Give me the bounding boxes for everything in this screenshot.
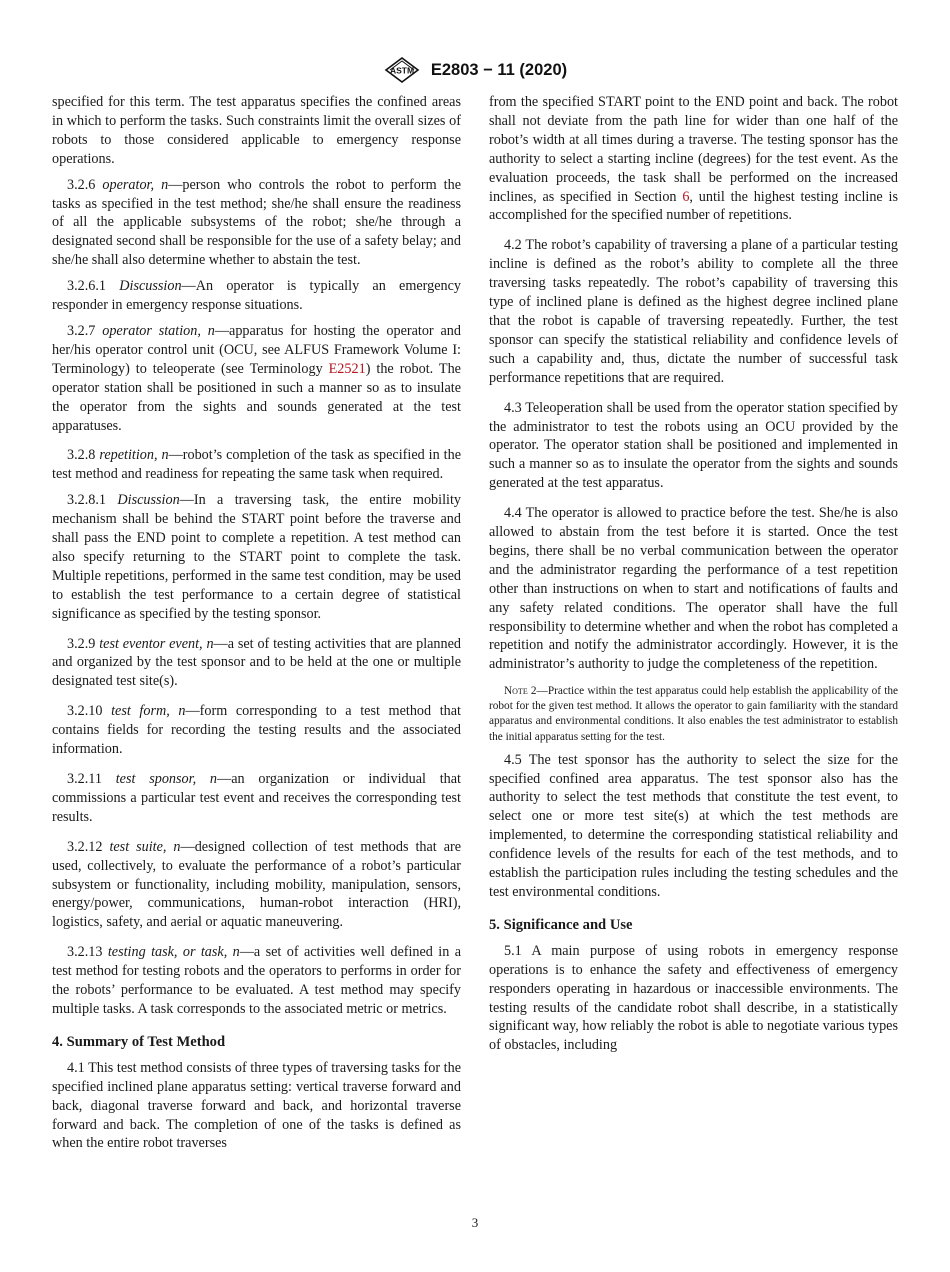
defined-term: operator, n [102, 176, 169, 193]
left-column [52, 93, 461, 1160]
paragraph: 4.4 The operator is allowed to practice before the test. She/he is also allowed to abstain from the test before it is started. Once the test begins, there shall be no verbal communication between the operator and the administrator regarding the performance of a test repetition other than instructions on when to start and notifications of faults and any safety related conditions. The operator shall have the full responsibility to determine whether and when the robot has completed a repetition and notify the administrator accordingly. However, it is the administrator’s authority to judge the completeness of the repetition. [489, 505, 898, 673]
standard-designation: E2803 − 11 (2020) [430, 60, 568, 79]
paragraph [489, 93, 898, 225]
paragraph: 4.3 Teleoperation shall be used from the operator station specified by the administrator to test the robots using an OCU provided by the operator. The operator station shall be positioned and implemented in such a manner so as to insulate the operator from the sights and sounds generated at the test apparatus. [489, 399, 898, 492]
svg-text:ASTM: ASTM [389, 65, 414, 76]
paragraph-text: , until the highest testing incline is accomplished for the specified number of repetitions. [489, 188, 898, 224]
defined-term: repetition, n [99, 447, 169, 464]
section-number: 3.2.7 [67, 322, 96, 339]
definition-text: —robot’s completion of the task as specified in the test method and readiness for repeating the same task when required. [52, 447, 462, 483]
definition-text: ) the robot. The operator station shall be positioned in such a manner so as to insulate the operator from the sights and sounds generated at the test apparatuses. [52, 360, 461, 434]
note-label: Note 2 [504, 685, 537, 698]
page-header [0, 57, 950, 83]
page-number: 3 [471, 1215, 479, 1230]
definition-test-sponsor [52, 770, 461, 827]
discussion-label: Discussion [117, 492, 180, 509]
paragraph-text: from the specified START point to the END point and back. The robot shall not deviate from the path line for wider than one half of the robot’s width at all times during a traverse. The testing sponsor has the authority to select a starting incline (degrees) for the test event. As the evaluation proceeds, the task shall be performed on the increased inclines, as specified in Section [489, 94, 898, 205]
definition-operator-station [52, 322, 461, 435]
discussion-operator [52, 277, 461, 315]
defined-term: testing task, or task, n [107, 944, 240, 961]
section-number: 3.2.11 [67, 771, 102, 787]
section-number: 3.2.8 [67, 447, 96, 464]
note [489, 684, 898, 744]
note-text: —Practice within the test apparatus could help establish the applicability of the robot for the given test method. It allows the operator to gain familiarity with the standard apparatus and environmental conditions. It also enables the test administrator to establish the initial apparatus setting for the test. [489, 685, 899, 743]
astm-logo-icon [383, 57, 421, 83]
reference-link-section-6[interactable]: 6 [682, 188, 690, 205]
section-number: 3.2.8.1 [67, 492, 107, 509]
defined-term: operator station, n [102, 322, 215, 339]
definition-text: —a set of testing activities that are planned and organized by the test sponsor and to be held at the one or multiple designated test site(s). [52, 635, 462, 690]
section-number: 3.2.10 [67, 703, 103, 720]
right-column [489, 93, 898, 1062]
definition-text: —form corresponding to a test method that contains fields for recording the testing results and the associated information. [52, 703, 461, 758]
section-number: 3.2.13 [67, 944, 103, 961]
paragraph: 4.5 The test sponsor has the authority to select the size for the specified confined area apparatus. The test sponsor also has the authority to select the test methods that constitute the test event, to select one or more test site(s) at which the test methods are implemented, to determine the corresponding statistical reliability and confidence levels of the results for each of the test methods, and to establish the participation rules including the testing schedules and the test environmental conditions. [489, 751, 898, 900]
definition-operator [52, 176, 461, 271]
defined-term: test form, n [111, 703, 186, 720]
definition-text: —an organization or individual that commissions a particular test event and receives the corresponding test results. [52, 771, 461, 825]
discussion-repetition [52, 491, 461, 623]
section-heading-significance: 5. Significance and Use [489, 916, 633, 933]
defined-term: test sponsor, n [115, 771, 218, 787]
defined-term: test suite, n [109, 838, 181, 855]
discussion-text: —An operator is typically an emergency responder in emergency response situations. [52, 278, 462, 314]
paragraph: 5.1 A main purpose of using robots in emergency response operations is to enhance the safety and effectiveness of emergency responders operating in hazardous or inaccessible environments. The testing results of the candidate robot shall describe, in a statistically significant way, how reliably the robot is able to negotiate various types of obstacles, including [489, 942, 898, 1054]
definition-testing-task [52, 943, 461, 1019]
definition-text: —a set of activities well defined in a test method for testing robots and the operators to performs in order for the robots’ performance to be evaluated. A test method may specify multiple tasks. A task corresponds to the associated metric or metrics. [52, 944, 461, 1017]
paragraph: 4.1 This test method consists of three types of traversing tasks for the specified inclined plane apparatus setting: vertical traverse forward and back, diagonal traverse forward and back, and horizontal traverse forward and back. The completion of one of the tasks is defined as when the entire robot traverses [52, 1059, 461, 1152]
definition-test-event [52, 635, 461, 692]
discussion-label: Discussion [119, 278, 182, 295]
section-number: 3.2.9 [67, 635, 96, 652]
paragraph: 4.2 The robot’s capability of traversing a plane of a particular testing incline is defined as the robot’s ability to complete all the three traversing tasks repeatedly. The robot’s capability of traversing this type of inclined plane is defined as the highest degree inclined plane that the robot is capable of traversing repeatedly. Further, the test sponsor can specify the statistical reliability and confidence levels of such a capability and, thus, dictate the number of successful task performance repetitions that are required. [489, 237, 898, 386]
defined-term: test eventor event, n [99, 635, 214, 652]
definition-test-suite [52, 838, 461, 933]
section-heading-summary: 4. Summary of Test Method [52, 1033, 226, 1050]
definition-text: —apparatus for hosting the operator and her/his operator control unit (OCU, see ALFUS Framework Volume I: Terminology) to teleoperate (see Terminology [52, 322, 461, 377]
definition-test-form [52, 702, 461, 759]
section-number: 3.2.12 [67, 838, 103, 855]
definition-text: —person who controls the robot to perform the tasks as specified in the test method; she/he shall ensure the readiness of all the applicable subsystems of the robot; she/he through a designated second shall be responsible for the use of a safety belay; and she/he shall also determine whether to abstain the test. [52, 176, 462, 269]
section-number: 3.2.6 [67, 176, 96, 193]
section-number: 3.2.6.1 [67, 278, 107, 295]
discussion-text: —In a traversing task, the entire mobility mechanism shall be behind the START point before the traverse and shall pass the END point to complete a repetition. A test method can also specify returning to the START point to complete the task. Multiple repetitions, performed in the same test condition, may be used to establish the test performance to a certain degree of statistical significance as specified by the testing sponsor. [52, 492, 461, 622]
reference-link-e2521[interactable]: E2521 [328, 360, 366, 377]
paragraph: specified for this term. The test apparatus specifies the confined areas in which to perform the tasks. Such constraints limit the overall sizes of robots to those considered applicable to emergency response operations. [52, 94, 461, 167]
definition-repetition [52, 446, 461, 484]
definition-text: —designed collection of test methods that are used, collectively, to evaluate the performance of a robot’s particular subsystem or functionality, including mobility, manipulation, sensors, energy/power, communications, human-robot interaction (HRI), logistics, safety, and aerial or aquatic maneuvering. [52, 838, 462, 931]
